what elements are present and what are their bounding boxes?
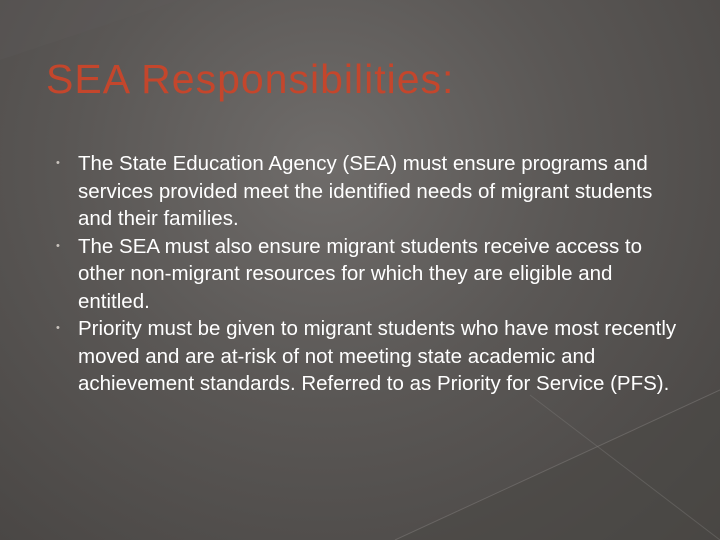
bullet-item xyxy=(56,233,688,316)
bullet-text: The State Education Agency (SEA) must ensure programs and services provided meet the identified needs of migrant students and their families. xyxy=(78,152,653,230)
bullet-icon: • xyxy=(56,157,60,169)
bullet-item xyxy=(56,150,688,233)
bullet-item xyxy=(56,315,688,398)
bullet-text: The SEA must also ensure migrant students receive access to other non-migrant resources for which they are eligible and entitled. xyxy=(78,234,643,313)
bullet-icon: • xyxy=(56,239,60,252)
bullet-text: Priority must be given to migrant students who have most recently moved and are at-risk of not meeting state academic and achievement standards. Referred to as Priority for Service (PFS). xyxy=(78,317,677,395)
bullet-list xyxy=(56,150,688,398)
bullet-icon: • xyxy=(56,322,60,334)
slide-title: SEA Responsibilities: xyxy=(46,56,455,102)
